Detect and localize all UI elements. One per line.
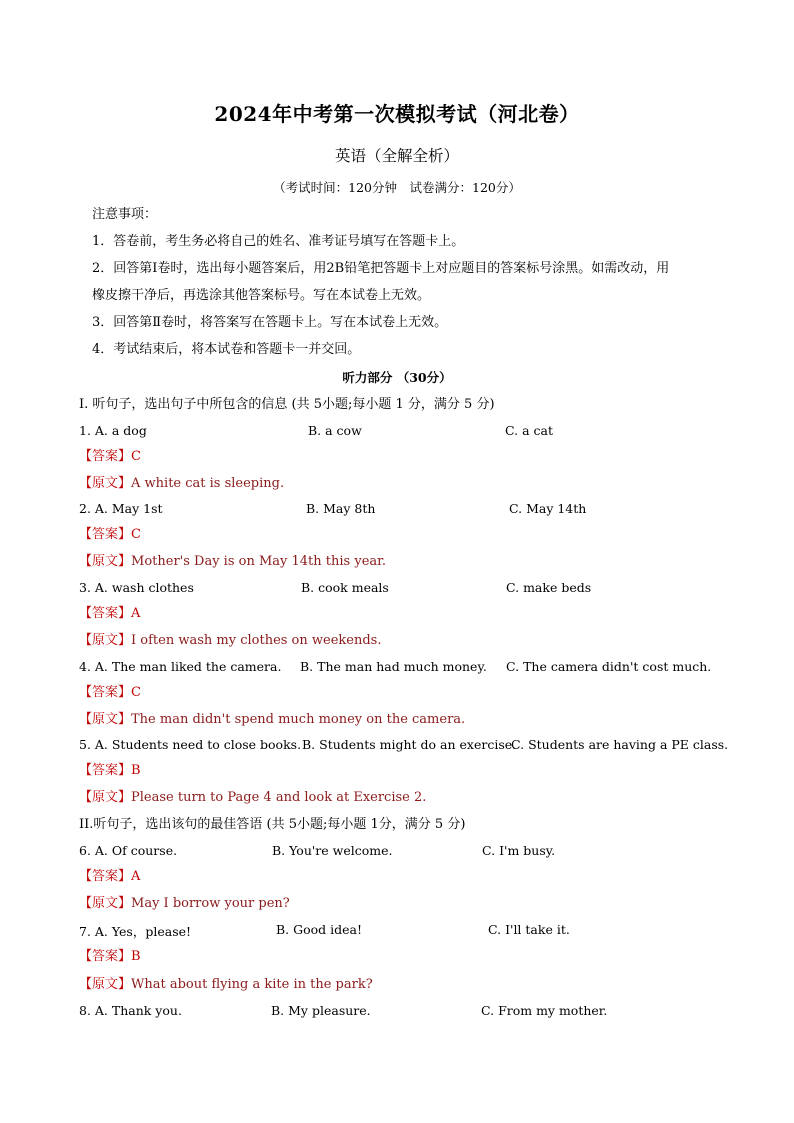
note-item-1: 1．答卷前，考生务必将自己的姓名、准考证号填写在答题卡上。: [92, 234, 465, 249]
answer-tag: 【答案】: [79, 449, 132, 464]
q4-original: [79, 711, 465, 729]
q6-original: [79, 895, 290, 913]
q2-answer: [79, 526, 141, 544]
q8-option-b: B. My pleasure.: [271, 1003, 371, 1018]
original-tag: 【原文】: [79, 790, 132, 805]
part-1-instruction: I. 听句子，选出句子中所包含的信息 (共 5小题;每小题 1 分，满分 5 分): [79, 397, 495, 412]
q5-answer: [79, 762, 141, 780]
q5-option-a: 5. A. Students need to close books.: [79, 737, 302, 752]
q3-answer: [79, 605, 140, 623]
q6-option-b: B. You're welcome.: [272, 843, 393, 858]
listening-section-heading: 听力部分 （30分）: [342, 370, 452, 385]
note-item-3: 3．回答第Ⅱ卷时，将答案写在答题卡上。写在本试卷上无效。: [92, 315, 448, 330]
answer-value: C: [131, 527, 141, 542]
q1-option-a: 1. A. a dog: [79, 423, 147, 438]
notes-heading: 注意事项：: [92, 207, 158, 222]
q1-option-c: C. a cat: [505, 423, 553, 438]
original-text: A white cat is sleeping.: [131, 476, 285, 491]
q4-option-b: B. The man had much money.: [300, 659, 487, 674]
q7-option-b: B. Good idea!: [276, 922, 363, 937]
q6-answer: [79, 868, 140, 886]
q4-option-a: 4. A. The man liked the camera.: [79, 659, 282, 674]
answer-value: B: [131, 763, 141, 778]
answer-value: B: [131, 949, 141, 964]
answer-value: C: [131, 449, 141, 464]
note-item-4: 4．考试结束后，将本试卷和答题卡一并交回。: [92, 342, 361, 357]
q6-option-c: C. I'm busy.: [482, 843, 556, 858]
q4-answer: [79, 684, 141, 702]
original-text: Mother's Day is on May 14th this year.: [131, 554, 387, 569]
q1-option-b: B. a cow: [308, 423, 362, 438]
original-text: Please turn to Page 4 and look at Exercise 2.: [131, 790, 427, 805]
note-item-2-line-2: 橡皮擦干净后，再选涂其他答案标号。写在本试卷上无效。: [92, 288, 431, 303]
answer-value: C: [131, 685, 141, 700]
q2-option-c: C. May 14th: [509, 501, 587, 516]
q2-original: [79, 553, 386, 571]
answer-tag: 【答案】: [79, 527, 132, 542]
original-tag: 【原文】: [79, 712, 132, 727]
q7-option-a: 7. A. Yes，please!: [79, 924, 192, 939]
original-tag: 【原文】: [79, 476, 132, 491]
page-subtitle: 英语（全解全析）: [334, 147, 459, 165]
q1-original: [79, 475, 284, 493]
original-text: May I borrow your pen?: [131, 896, 290, 911]
q4-option-c: C. The camera didn't cost much.: [506, 659, 712, 674]
q3-option-c: C. make beds: [506, 580, 592, 595]
part-2-instruction: II.听句子，选出该句的最佳答语 (共 5小题;每小题 1分，满分 5 分): [79, 817, 466, 832]
original-text: What about flying a kite in the park?: [131, 977, 373, 992]
q5-original: [79, 789, 426, 807]
q5-option-b: B. Students might do an exercise.: [302, 737, 517, 752]
q7-answer: [79, 948, 141, 966]
original-text: I often wash my clothes on weekends.: [131, 633, 382, 648]
q3-option-b: B. cook meals: [301, 580, 389, 595]
answer-tag: 【答案】: [79, 606, 132, 621]
answer-tag: 【答案】: [79, 685, 132, 700]
q7-original: [79, 976, 373, 994]
q8-option-c: C. From my mother.: [481, 1003, 608, 1018]
q3-option-a: 3. A. wash clothes: [79, 580, 194, 595]
original-tag: 【原文】: [79, 977, 132, 992]
answer-value: A: [131, 869, 141, 884]
q5-option-c: C. Students are having a PE class.: [511, 737, 729, 752]
note-item-2-line-1: 2．回答第Ⅰ卷时，选出每小题答案后，用2B铅笔把答题卡上对应题目的答案标号涂黑。如需改动，用: [92, 261, 670, 276]
q2-option-a: 2. A. May 1st: [79, 501, 163, 516]
q3-original: [79, 632, 381, 650]
q7-option-c: C. I'll take it.: [488, 922, 570, 937]
q6-option-a: 6. A. Of course.: [79, 843, 178, 858]
page-title: 2024年中考第一次模拟考试（河北卷）: [214, 102, 580, 126]
exam-time-info: （考试时间：120分钟 试卷满分：120分）: [273, 180, 521, 195]
original-tag: 【原文】: [79, 896, 132, 911]
original-tag: 【原文】: [79, 633, 132, 648]
q8-option-a: 8. A. Thank you.: [79, 1003, 182, 1018]
answer-value: A: [131, 606, 141, 621]
answer-tag: 【答案】: [79, 949, 132, 964]
original-text: The man didn't spend much money on the camera.: [131, 712, 466, 727]
original-tag: 【原文】: [79, 554, 132, 569]
q2-option-b: B. May 8th: [306, 501, 376, 516]
q1-answer: [79, 448, 141, 466]
answer-tag: 【答案】: [79, 869, 132, 884]
answer-tag: 【答案】: [79, 763, 132, 778]
